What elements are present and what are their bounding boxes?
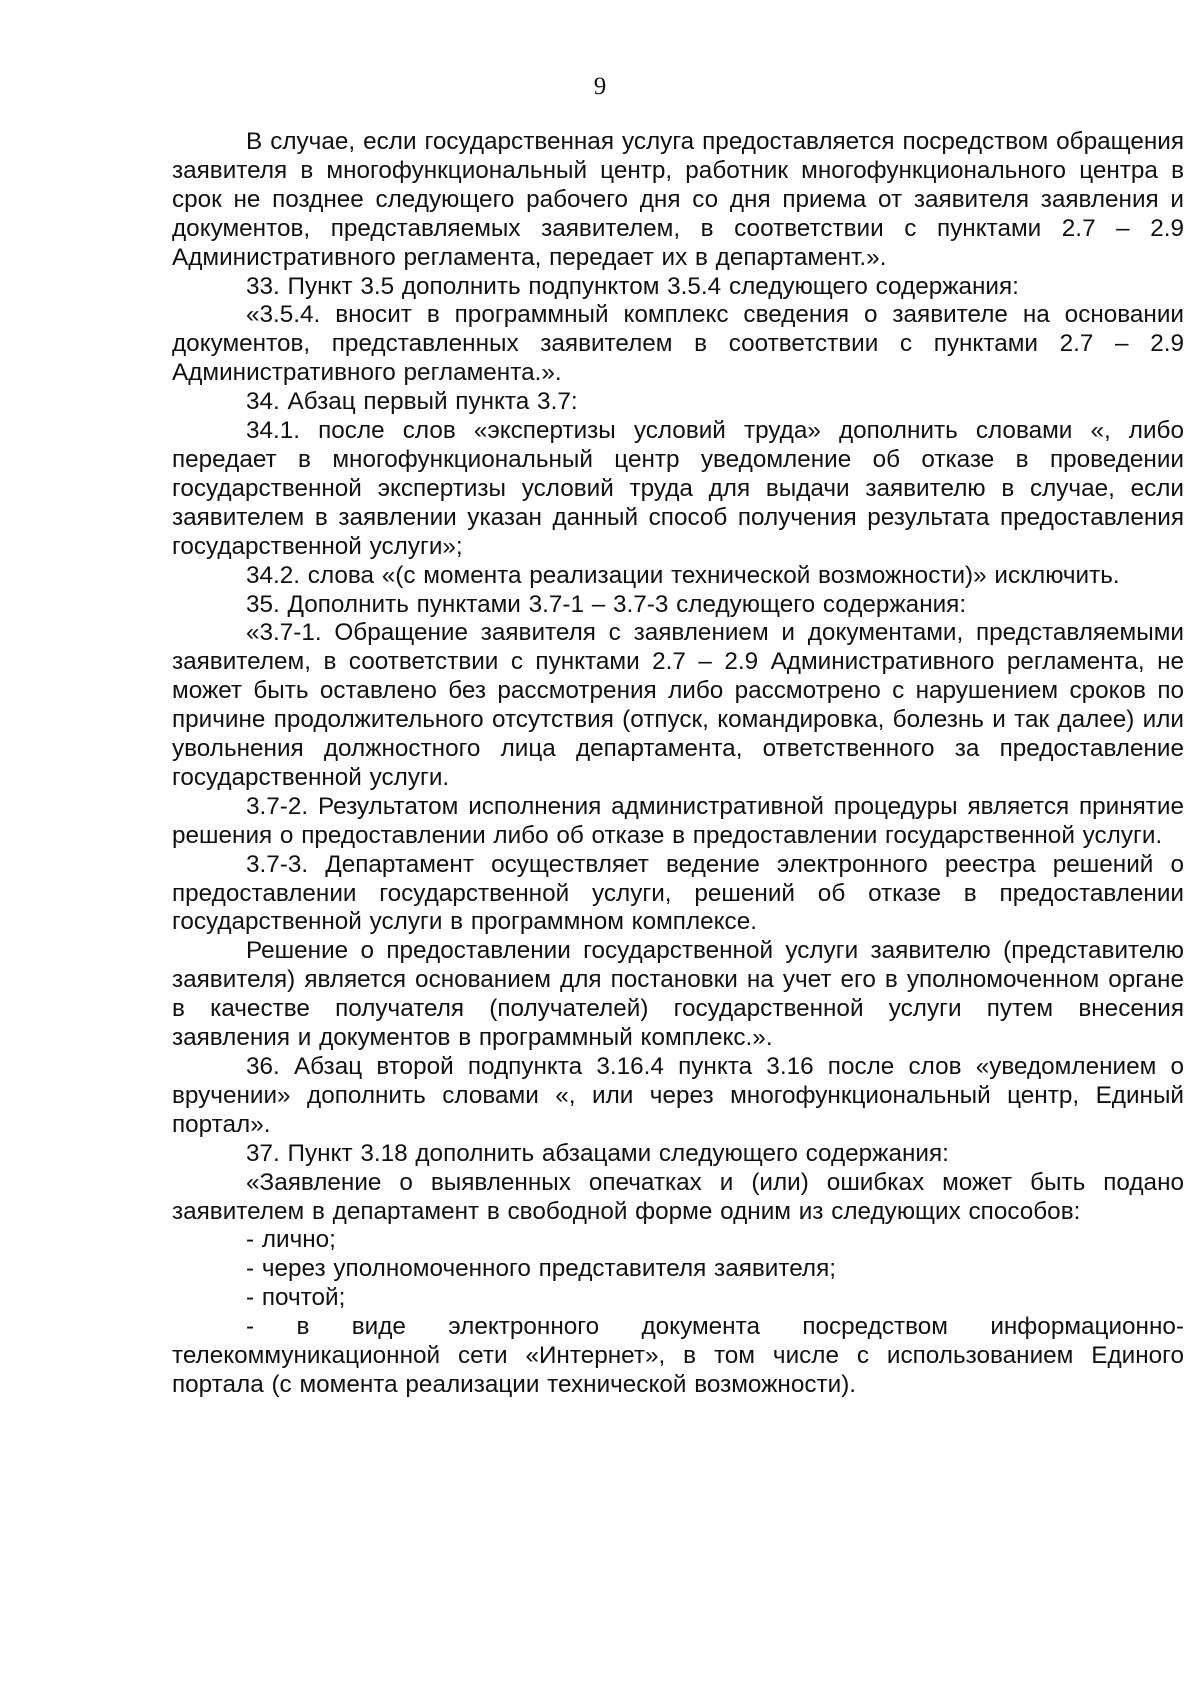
paragraph-decision: Решение о предоставлении государственной услуги заявителю (представителю заявителя) является основанием для постановки на учет его в уполномоченном органе в качестве получателя (получателей) государственной услуги путем внесения заявления и документов в программный комплекс.».: [172, 937, 1184, 1052]
list-item-electronic: - в виде электронного документа посредством информационно-телекоммуникационной сети «Интернет», в том числе с использованием Единого портала (с момента реализации технической возможности).: [172, 1313, 1184, 1398]
list-item-in-person: - лично;: [246, 1226, 336, 1254]
document-body: [172, 128, 1184, 1400]
paragraph-item-35: 35. Дополнить пунктами 3.7-1 – 3.7-3 следующего содержания:: [246, 590, 967, 618]
paragraph-item-34-1: 34.1. после слов «экспертизы условий труда» дополнить словами «, либо передает в многофункциональный центр уведомление об отказе в проведении государственной экспертизы условий труда для выдачи заявителю в случае, если заявителем в заявлении указан данный способ получения результата предоставления государственной услуги»;: [172, 417, 1184, 560]
paragraph-errors-application: «Заявление о выявленных опечатках и (или) ошибках может быть подано заявителем в департамент в свободной форме одним из следующих способов:: [172, 1168, 1184, 1225]
paragraph-item-33: 33. Пункт 3.5 дополнить подпунктом 3.5.4 следующего содержания:: [246, 272, 1019, 300]
list-item-representative: - через уполномоченного представителя заявителя;: [246, 1255, 836, 1283]
paragraph-mfc-transfer: В случае, если государственная услуга предоставляется посредством обращения заявителя в многофункциональный центр, работник многофункционального центра в срок не позднее следующего рабочего дня со дня приема от заявителя заявления и документов, представляемых заявителем, в соответствии с пунктами 2.7 – 2.9 Административного регламента, передает их в департамент.».: [172, 128, 1184, 271]
paragraph-item-34: 34. Абзац первый пункта 3.7:: [246, 388, 578, 416]
paragraph-item-36: 36. Абзац второй подпункта 3.16.4 пункта 3.16 после слов «уведомлением о вручении» дополнить словами «, или через многофункциональный центр, Единый портал».: [172, 1053, 1184, 1138]
paragraph-item-34-2: 34.2. слова «(с момента реализации технической возможности)» исключить.: [246, 561, 1120, 589]
paragraph-item-37: 37. Пункт 3.18 дополнить абзацами следующего содержания:: [246, 1139, 949, 1167]
paragraph-item-3-7-1: «3.7-1. Обращение заявителя с заявлением и документами, представляемыми заявителем, в соответствии с пунктами 2.7 – 2.9 Административного регламента, не может быть оставлено без рассмотрения либо рассмотрено с нарушением сроков по причине продолжительного отсутствия (отпуск, командировка, болезнь и так далее) или увольнения должностного лица департамента, ответственного за предоставление государственной услуги.: [172, 619, 1184, 791]
paragraph-subitem-3-5-4: «3.5.4. вносит в программный комплекс сведения о заявителе на основании документов, представленных заявителем в соответствии с пунктами 2.7 – 2.9 Административного регламента.».: [172, 301, 1184, 387]
page-number: 9: [593, 73, 607, 100]
paragraph-item-3-7-3: 3.7-3. Департамент осуществляет ведение электронного реестра решений о предоставлении государственной услуги, решений об отказе в предоставлении государственной услуги в программном комплексе.: [172, 850, 1184, 936]
paragraph-item-3-7-2: 3.7-2. Результатом исполнения административной процедуры является принятие решения о предоставлении либо об отказе в предоставлении государственной услуги.: [172, 792, 1184, 849]
list-item-mail: - почтой;: [246, 1284, 346, 1312]
